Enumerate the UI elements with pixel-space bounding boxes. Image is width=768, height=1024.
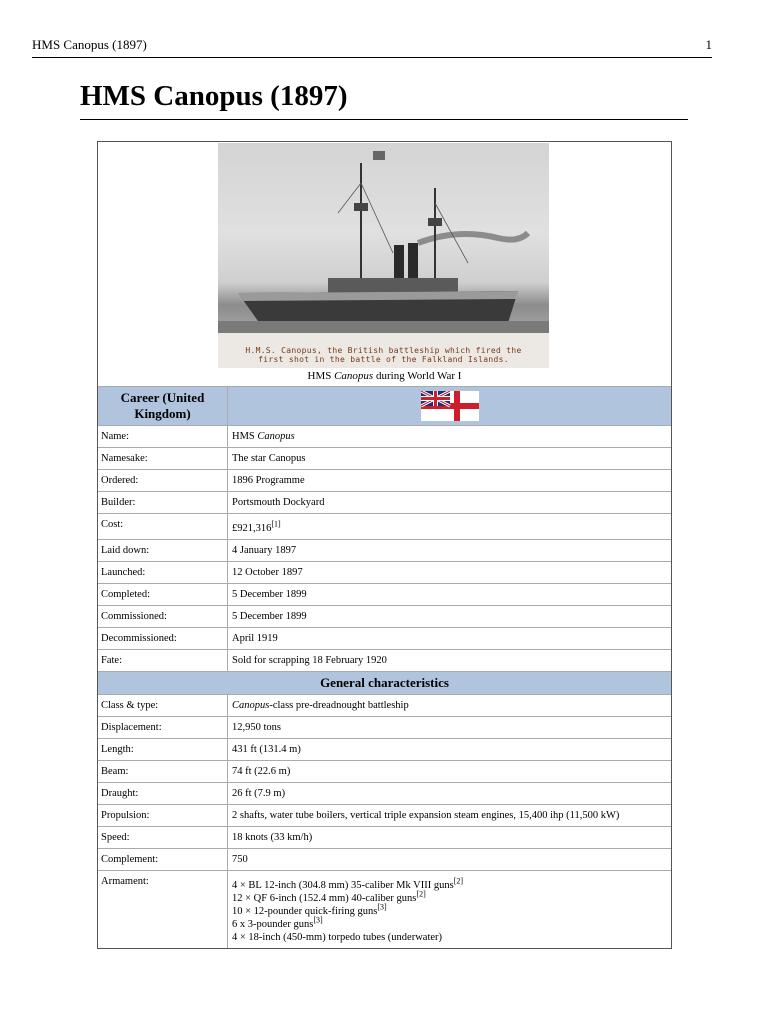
row-label: Armament: [98, 871, 228, 948]
running-head [32, 37, 712, 58]
infobox-image-cell [98, 142, 671, 387]
infobox-row-decommissioned [98, 628, 671, 650]
row-value: 12,950 tons [232, 722, 282, 733]
battleship-illustration [218, 143, 549, 368]
row-label: Commissioned: [98, 606, 228, 627]
infobox-row-fate [98, 650, 671, 672]
row-value: 750 [232, 854, 248, 865]
row-value: 74 ft (22.6 m) [232, 766, 291, 777]
row-label: Launched: [98, 562, 228, 583]
photo-overlay-line-2: first shot in the battle of the Falkland Islands. [258, 355, 509, 364]
title-divider [80, 119, 688, 120]
row-value[interactable] [228, 695, 671, 716]
row-label: Builder: [98, 492, 228, 513]
row-label: Completed: [98, 584, 228, 605]
career-flag-cell [228, 387, 671, 425]
caption-suffix: during World War I [373, 370, 462, 382]
armament-text: 6 x 3-pounder guns [232, 919, 314, 930]
ship-photo[interactable] [218, 143, 549, 368]
row-label: Namesake: [98, 448, 228, 469]
infobox-row-name [98, 426, 671, 448]
infobox-row-builder [98, 492, 671, 514]
row-label: Propulsion: [98, 805, 228, 826]
row-value: 2 shafts, water tube boilers, vertical triple expansion steam engines, 15,400 ihp (11,500 kW) [232, 810, 620, 821]
infobox-row-speed [98, 827, 671, 849]
armament-text: 12 × QF 6-inch (152.4 mm) 40-caliber guns [232, 893, 417, 904]
infobox-row-namesake [98, 448, 671, 470]
white-ensign-flag-icon[interactable] [421, 391, 479, 421]
row-label: Speed: [98, 827, 228, 848]
citation-ref[interactable]: [3] [313, 915, 323, 925]
row-label: Length: [98, 739, 228, 760]
row-label: Displacement: [98, 717, 228, 738]
row-value: April 1919 [232, 633, 278, 644]
photo-overlay-line-1: H.M.S. Canopus, the British battleship which fired the [245, 346, 522, 355]
citation-ref[interactable]: [2] [416, 889, 426, 899]
infobox-row-laid-down [98, 540, 671, 562]
row-label: Ordered: [98, 470, 228, 491]
infobox-row-completed [98, 584, 671, 606]
page-title: HMS Canopus (1897) [80, 80, 348, 112]
row-label: Beam: [98, 761, 228, 782]
row-label: Draught: [98, 783, 228, 804]
row-label: Complement: [98, 849, 228, 870]
infobox-row-launched [98, 562, 671, 584]
row-label: Decommissioned: [98, 628, 228, 649]
row-value[interactable]: Portsmouth Dockyard [232, 497, 325, 508]
infobox-row-complement [98, 849, 671, 871]
cost-value: £921,316 [232, 523, 272, 534]
citation-ref[interactable]: [1] [271, 519, 281, 529]
armament-item [232, 889, 667, 905]
infobox-row-draught [98, 783, 671, 805]
infobox-row-propulsion [98, 805, 671, 827]
armament-list [228, 871, 671, 948]
row-value: 12 October 1897 [232, 567, 303, 578]
career-header: Career (United Kingdom) [98, 387, 228, 425]
general-characteristics-header: General characteristics [98, 672, 671, 695]
row-label: Class & type: [98, 695, 228, 716]
name-italic: Canopus [257, 431, 295, 442]
image-caption [98, 370, 671, 383]
caption-italic: Canopus [334, 370, 374, 382]
infobox-row-ordered [98, 470, 671, 492]
photo-overlay-caption [218, 346, 549, 364]
row-value [228, 514, 671, 539]
citation-ref[interactable]: [2] [453, 876, 464, 886]
armament-item [232, 931, 667, 944]
row-value: The star Canopus [232, 453, 306, 464]
name-prefix: HMS [232, 431, 258, 442]
row-label: Fate: [98, 650, 228, 671]
row-value: 431 ft (131.4 m) [232, 744, 301, 755]
row-label: Cost: [98, 514, 228, 539]
armament-item [232, 876, 667, 892]
infobox [97, 141, 672, 949]
running-head-title: HMS Canopus (1897) [32, 37, 147, 52]
armament-text: 10 × 12-pounder quick-firing guns [232, 906, 378, 917]
infobox-row-displacement [98, 717, 671, 739]
row-value: Sold for scrapping 18 February 1920 [232, 655, 387, 666]
row-value: 4 January 1897 [232, 545, 297, 556]
class-italic: Canopus [232, 700, 270, 711]
citation-ref[interactable]: [3] [377, 902, 387, 912]
infobox-row-commissioned [98, 606, 671, 628]
row-value [228, 426, 671, 447]
row-value: 1896 Programme [232, 475, 305, 486]
career-header-row [98, 387, 671, 426]
armament-item [232, 902, 667, 918]
row-value: 26 ft (7.9 m) [232, 788, 286, 799]
row-label: Laid down: [98, 540, 228, 561]
infobox-row-armament [98, 871, 671, 948]
infobox-row-class [98, 695, 671, 717]
armament-text: 4 × 18-inch (450-mm) torpedo tubes (underwater) [232, 932, 443, 943]
row-value: 18 knots (33 km/h) [232, 832, 313, 843]
caption-prefix: HMS [307, 370, 335, 382]
row-label: Name: [98, 426, 228, 447]
infobox-row-length [98, 739, 671, 761]
armament-text: 4 × BL 12-inch (304.8 mm) 35-caliber Mk VIII guns [232, 880, 454, 891]
infobox-row-cost [98, 514, 671, 540]
class-suffix: -class pre-dreadnought battleship [269, 700, 409, 711]
row-value: 5 December 1899 [232, 611, 307, 622]
row-value: 5 December 1899 [232, 589, 307, 600]
page-number: 1 [705, 37, 712, 52]
infobox-row-beam [98, 761, 671, 783]
armament-item [232, 915, 667, 931]
